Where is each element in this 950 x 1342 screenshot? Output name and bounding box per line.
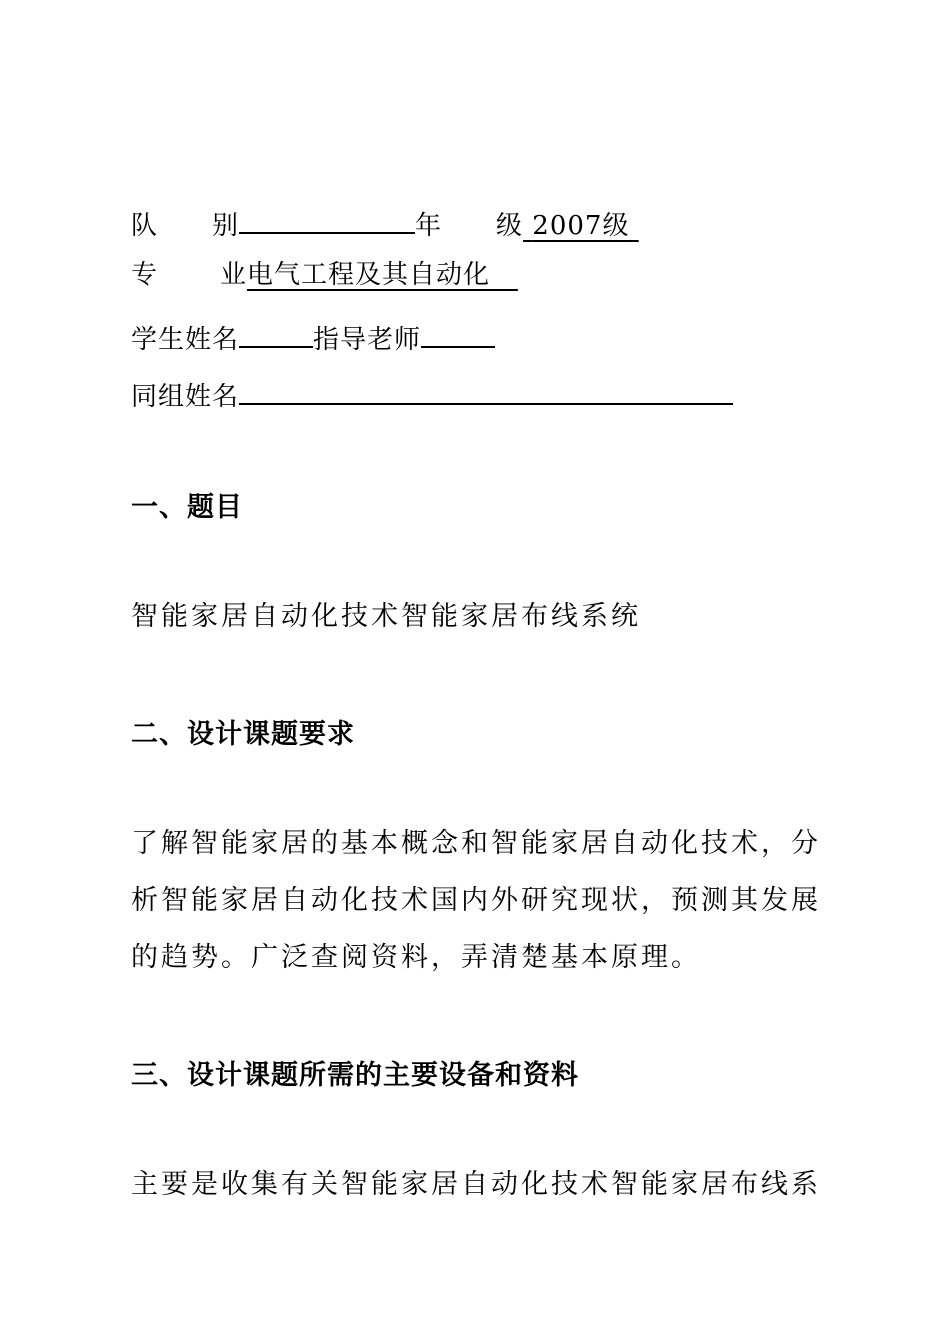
section-heading-requirements: 二、设计课题要求 <box>131 719 355 750</box>
team-grade-line <box>131 198 639 246</box>
group-names-label: 同组姓名 <box>131 382 240 412</box>
grade-label: 年 级 <box>415 211 524 241</box>
section-heading-title: 一、题目 <box>131 492 243 523</box>
team-blank <box>239 198 415 234</box>
paragraph-line: 了解智能家居的基本概念和智能家居自动化技术，分 <box>131 828 821 859</box>
major-value: 电气工程及其自动化 <box>247 260 491 290</box>
paragraph-line: 的趋势。广泛查阅资料，弄清楚基本原理。 <box>131 942 701 973</box>
section-body-equipment: 主要是收集有关智能家居自动化技术智能家居布线系 <box>131 1169 821 1200</box>
student-name-blank <box>239 312 313 348</box>
paragraph-line: 析智能家居自动化技术国内外研究现状，预测其发展 <box>131 885 821 916</box>
section-body-requirements <box>131 815 831 986</box>
student-advisor-line <box>131 312 495 360</box>
group-names-blank <box>239 369 733 405</box>
advisor-blank <box>421 312 495 348</box>
group-names-line <box>131 369 733 417</box>
team-label: 队 别 <box>131 211 240 241</box>
major-line <box>131 255 518 295</box>
student-name-label: 学生姓名 <box>131 325 240 355</box>
section-body-title: 智能家居自动化技术智能家居布线系统 <box>131 601 641 632</box>
section-heading-equipment: 三、设计课题所需的主要设备和资料 <box>131 1060 579 1091</box>
advisor-label: 指导老师 <box>313 325 422 355</box>
major-label-first: 专 <box>131 260 159 290</box>
grade-value: 2007级 <box>532 211 630 241</box>
major-label-second: 业 <box>220 260 248 290</box>
